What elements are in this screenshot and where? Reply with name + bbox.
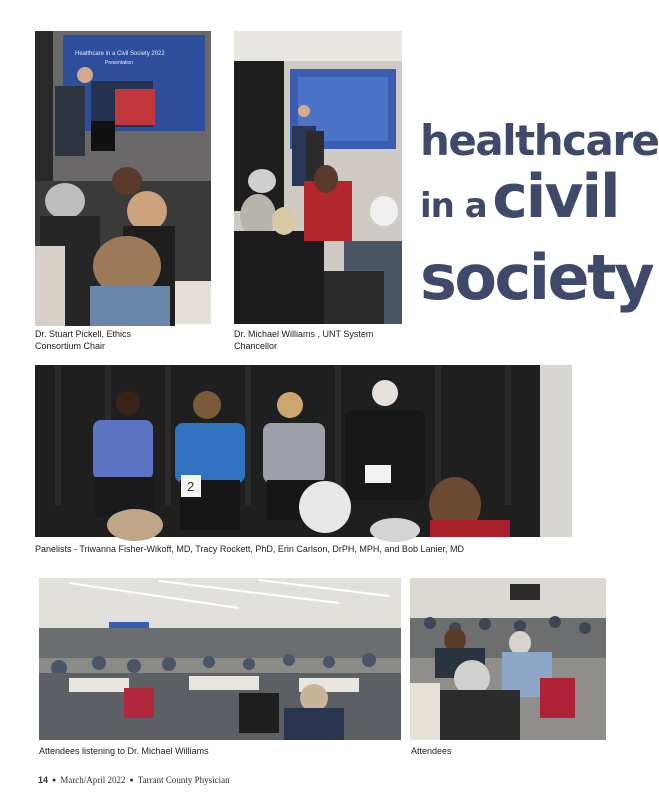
page-number: 14 xyxy=(38,775,49,785)
headline xyxy=(420,116,659,314)
caption-panelists: Panelists - Triwanna Fisher-Wikoff, MD, Tracy Rockett, PhD, Erin Carlson, DrPH, MPH, and Bob Lanier, MD xyxy=(35,544,464,554)
caption-attendees: Attendees xyxy=(411,746,452,756)
headline-civil: civil xyxy=(492,162,619,232)
bullet-separator: ● xyxy=(52,776,57,784)
caption-attendees-listening: Attendees listening to Dr. Michael Williams xyxy=(39,746,209,756)
bullet-separator: ● xyxy=(129,776,134,784)
photo-attendees xyxy=(410,578,606,740)
headline-line-2 xyxy=(420,162,620,243)
photo-michael-williams xyxy=(234,31,402,324)
photo-panelists xyxy=(35,365,572,537)
headline-line-1: healthcare xyxy=(420,116,659,165)
table-number: 2 xyxy=(187,479,195,494)
photo-attendees-listening xyxy=(39,578,401,740)
screen-title: Healthcare in a Civil Society 2022 xyxy=(75,51,165,57)
caption-williams: Dr. Michael Williams , UNT System Chancellor xyxy=(234,329,374,351)
issue-date: March/April 2022 xyxy=(60,775,126,785)
page-footer xyxy=(38,775,230,785)
screen-subtitle: Presentation xyxy=(105,60,134,66)
headline-in-a: in a xyxy=(420,186,487,226)
photo-stuart-pickell xyxy=(35,31,211,324)
headline-line-3: society xyxy=(420,241,653,314)
publication-name: Tarrant County Physician xyxy=(137,775,230,785)
caption-pickell: Dr. Stuart Pickell, Ethics Consortium Chair xyxy=(35,329,132,351)
